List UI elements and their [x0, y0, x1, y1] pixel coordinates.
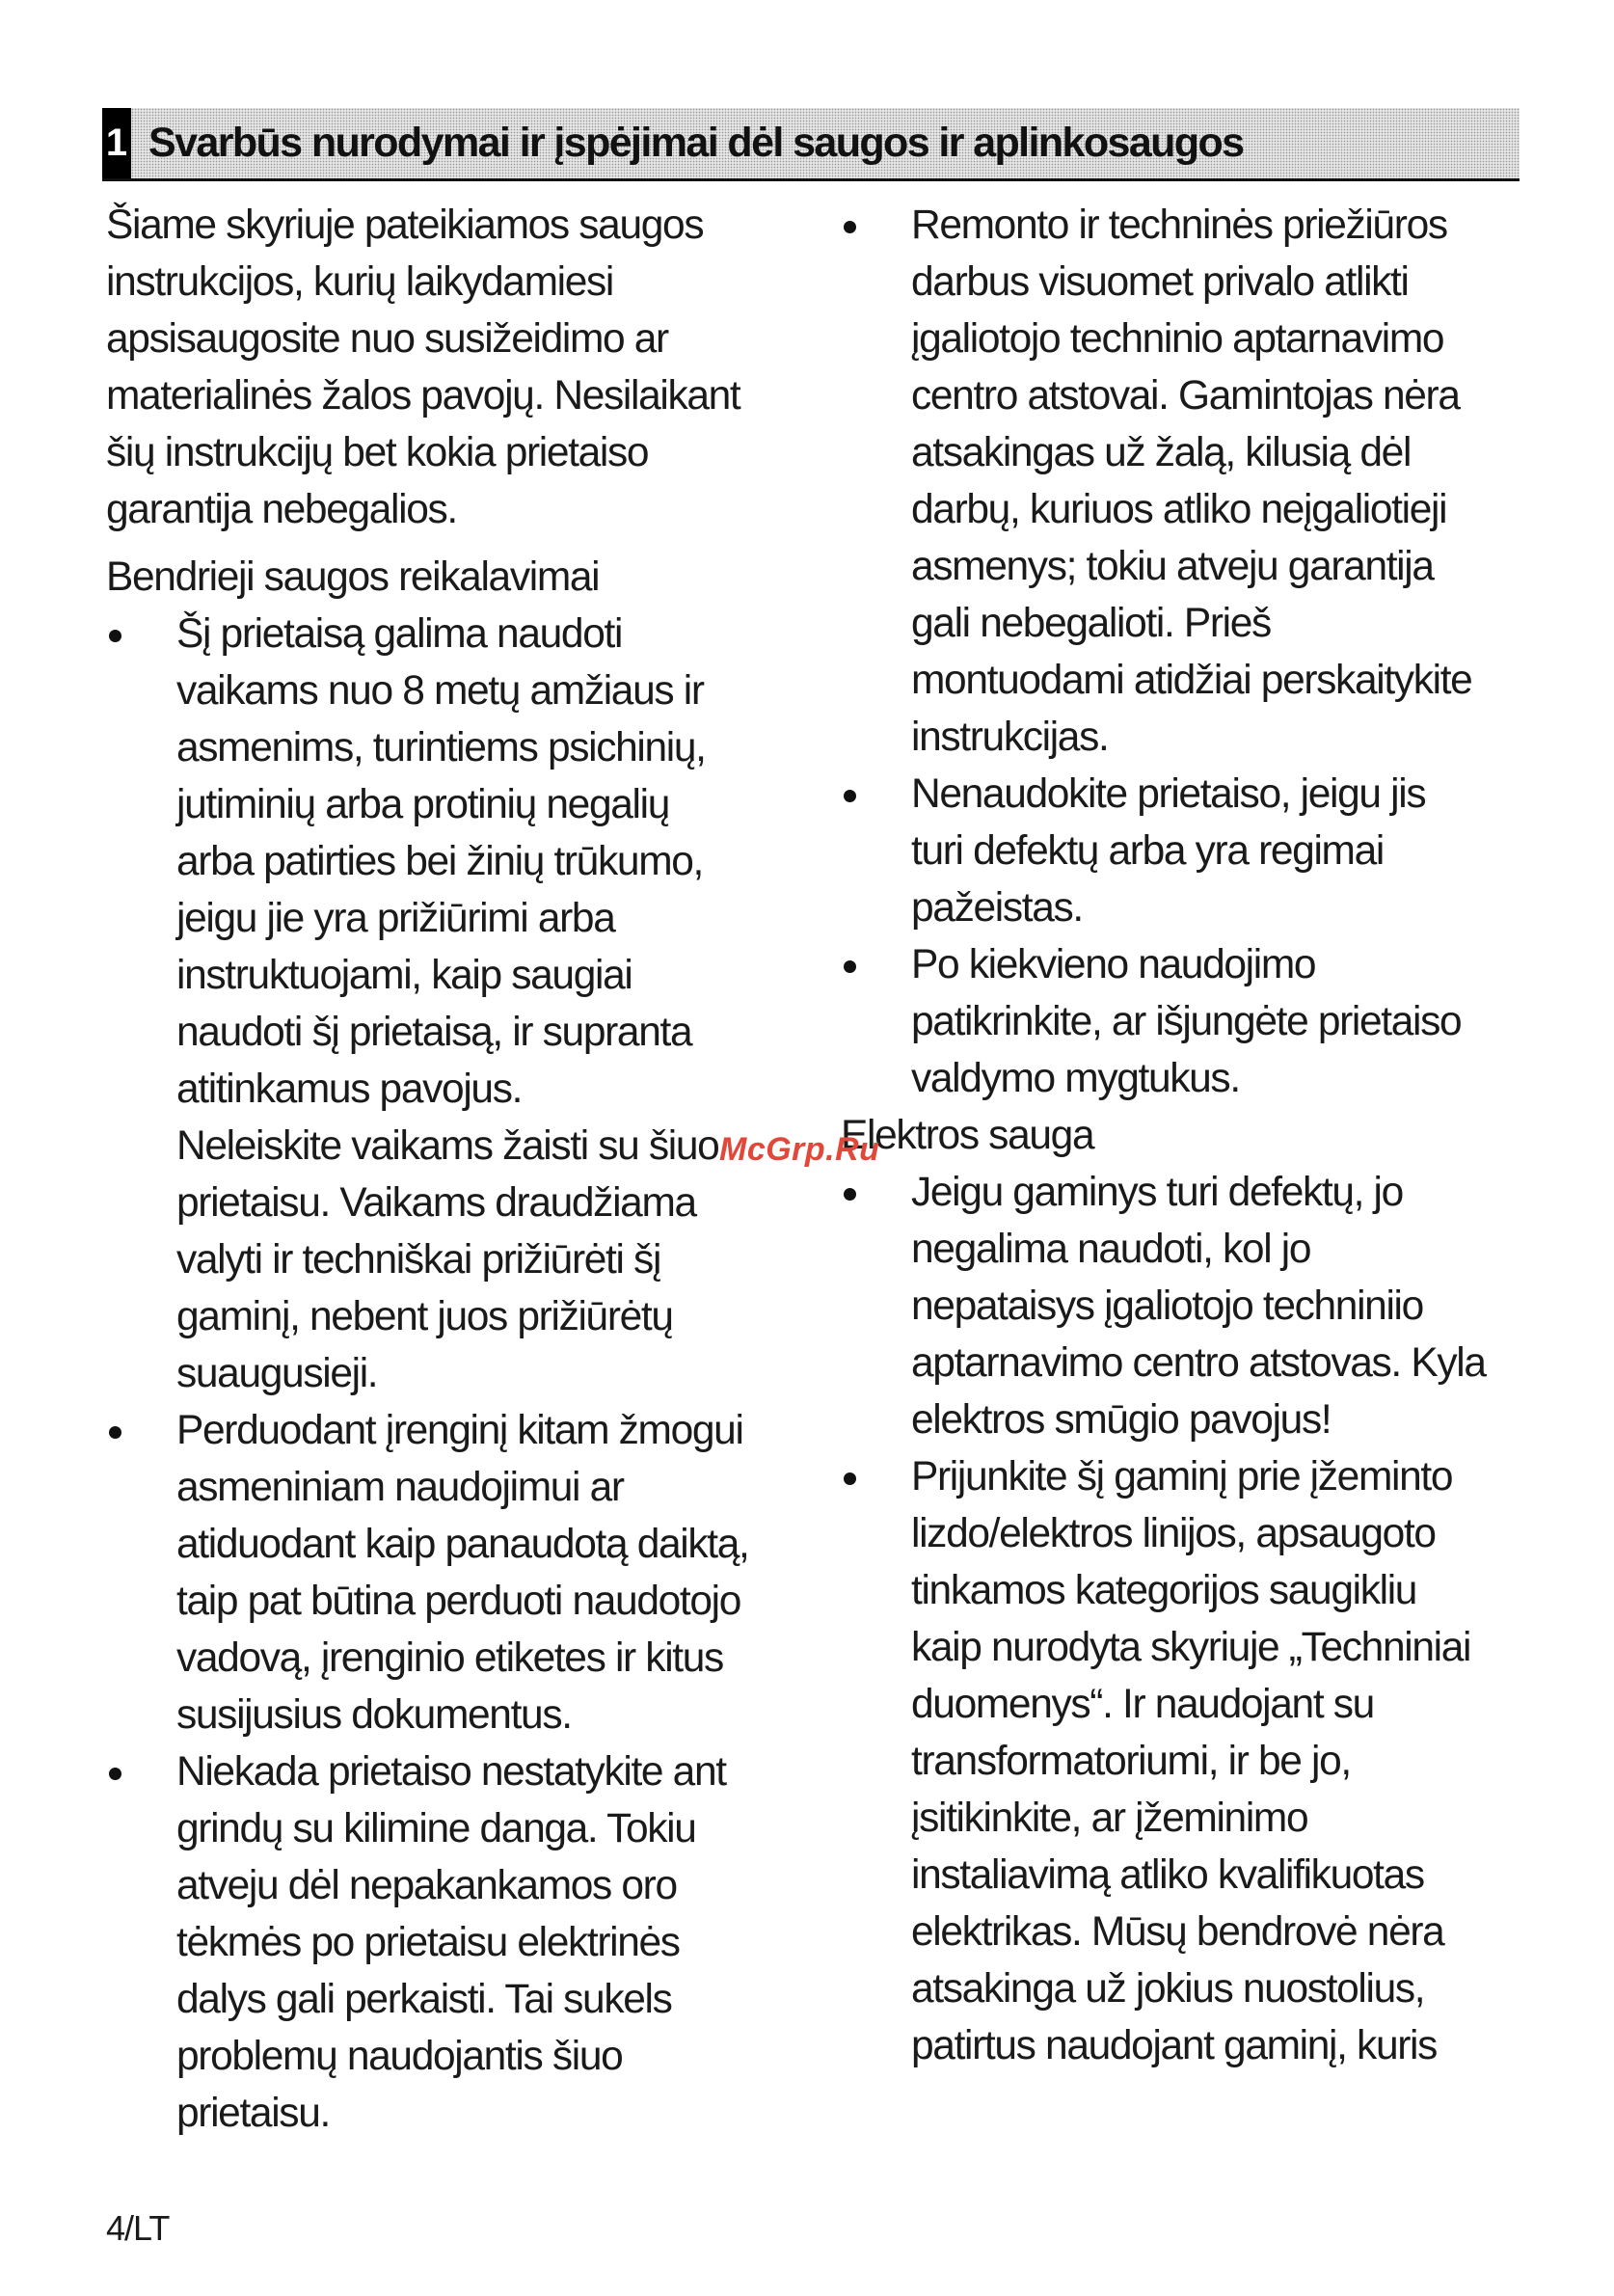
electrical-safety-list	[841, 1164, 1535, 2074]
intro-paragraph: Šiame skyriuje pateikiamos saugos instrukcijos, kurių laikydamiesi apsisaugosite nuo susižeidimo ar materialinės žalos pavojų. Nesilaikant šių instrukcijų bet kokia prietaiso garantija nebegalios.	[106, 203, 740, 532]
electrical-safety-heading: Elektros sauga	[841, 1113, 1094, 1158]
list-item: Po kiekvieno naudojimo patikrinkite, ar išjungėte prietaiso valdymo mygtukus.	[841, 936, 1535, 1107]
section-title: Svarbūs nurodymai ir įspėjimai dėl saugos ir aplinkosaugos	[148, 120, 1244, 166]
list-item: Niekada prietaiso nestatykite ant grindų su kilimine danga. Tokiu atveju dėl nepakankamos oro tėkmės po prietaisu elektrinės dalys gali perkaisti. Tai sukels problemų naudojantis šiuo prietaisu.	[106, 1743, 800, 2142]
list-item: Nenaudokite prietaiso, jeigu jis turi defektų arba yra regimai pažeistas.	[841, 766, 1535, 936]
general-safety-heading: Bendrieji saugos reikalavimai	[106, 554, 600, 600]
general-safety-list-continued	[841, 197, 1535, 1107]
list-item: Šį prietaisą galima naudoti vaikams nuo 8 metų amžiaus ir asmenims, turintiems psichinių, jutiminių arba protinių negalių arba patirties bei žinių trūkumo, jeigu jie yra prižiūrimi arba instruktuojami, kaip saugiai naudoti šį prietaisą, ir supranta atitinkamus pavojus. Neleiskite vaikams žaisti su šiuo prietaisu. Vaikams draudžiama valyti ir techniškai prižiūrėti šį gaminį, nebent juos prižiūrėtų suaugusieji.	[106, 606, 800, 1402]
list-item: Perduodant įrenginį kitam žmogui asmeniniam naudojimui ar atiduodant kaip panaudotą daiktą, taip pat būtina perduoti naudotojo vadovą, įrenginio etiketes ir kitus susijusius dokumentus.	[106, 1402, 800, 1743]
list-item: Jeigu gaminys turi defektų, jo negalima naudoti, kol jo nepataisys įgaliotojo techniniio aptarnavimo centro atstovas. Kyla elektros smūgio pavojus!	[841, 1164, 1535, 1448]
right-column	[841, 197, 1535, 2074]
section-header	[102, 108, 1520, 181]
page-number: 4/LT	[106, 2208, 170, 2248]
section-number: 1	[102, 108, 131, 178]
list-item: Prijunkite šį gaminį prie įžeminto lizdo/elektros linijos, apsaugoto tinkamos kategorijos saugikliu kaip nurodyta skyriuje „Techniniai duomenys“. Ir naudojant su transformatoriumi, ir be jo, įsitikinkite, ar įžeminimo instaliavimą atliko kvalifikuotas elektrikas. Mūsų bendrovė nėra atsakinga už jokius nuostolius, patirtus naudojant gaminį, kuris	[841, 1448, 1535, 2074]
left-column	[106, 197, 800, 2142]
watermark: McGrp.Ru	[719, 1131, 880, 1168]
general-safety-list	[106, 606, 800, 2142]
list-item: Remonto ir techninės priežiūros darbus visuomet privalo atlikti įgaliotojo techninio aptarnavimo centro atstovai. Gamintojas nėra atsakingas už žalą, kilusią dėl darbų, kuriuos atliko neįgaliotieji asmenys; tokiu atveju garantija gali nebegalioti. Prieš montuodami atidžiai perskaitykite instrukcijas.	[841, 197, 1535, 766]
